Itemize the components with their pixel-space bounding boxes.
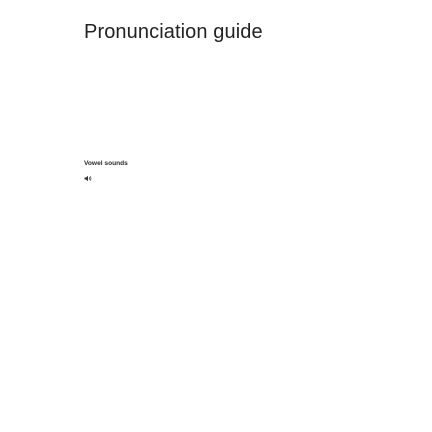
example-row — [84, 232, 334, 238]
example-row — [84, 288, 334, 294]
speaker-icon[interactable] — [84, 175, 92, 182]
vowel-sounds-heading: Vowel sounds — [84, 160, 128, 167]
example-row — [84, 202, 334, 208]
example-row — [84, 195, 334, 201]
example-row — [84, 212, 334, 218]
page-title: Pronunciation guide — [84, 21, 263, 43]
